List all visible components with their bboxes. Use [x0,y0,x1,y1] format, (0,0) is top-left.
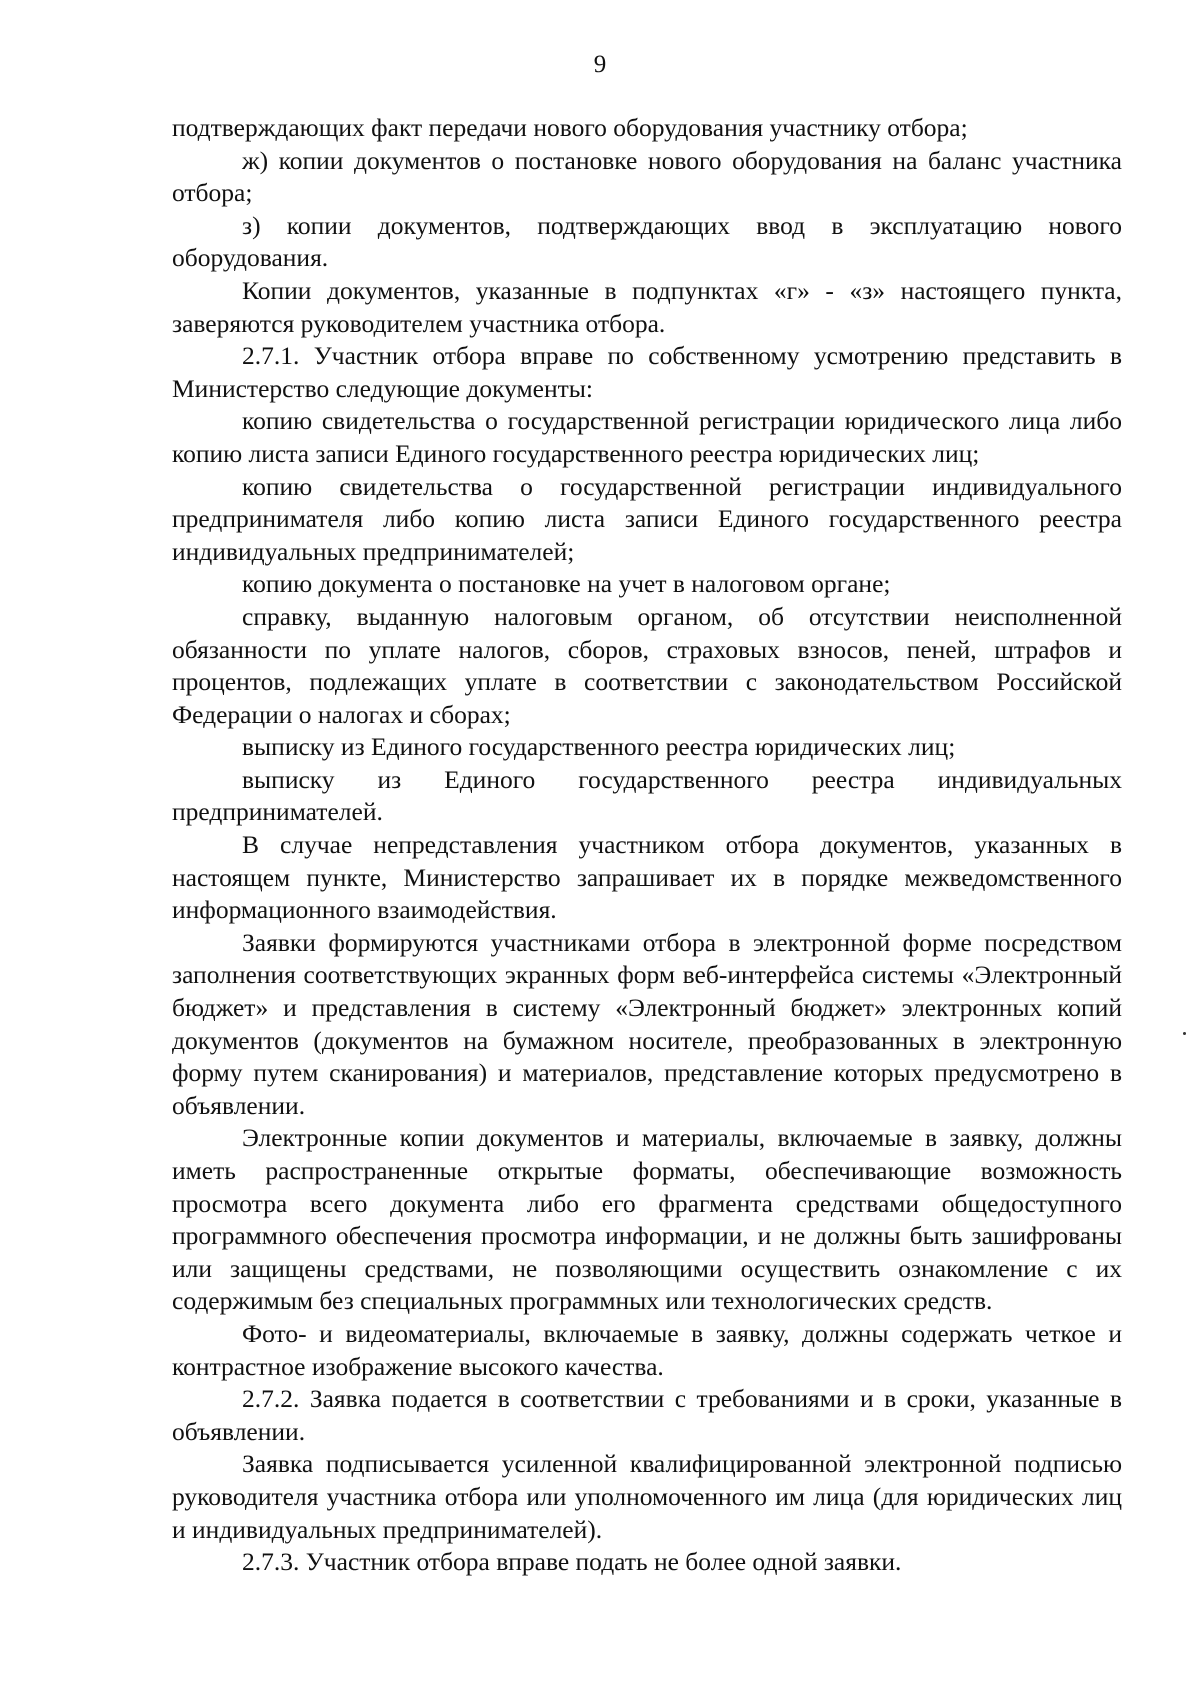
document-body [172,112,1122,1579]
paragraph-signature: Заявка подписывается усиленной квалифицированной электронной подписью руководителя участника отбора или уполномоченного им лица (для юридических лиц и индивидуальных предпринимателей). [172,1449,1122,1544]
paragraph-electronic-formats: Электронные копии документов и материалы, включаемые в заявку, должны иметь распространенные открытые форматы, обеспечивающие возможность просмотра всего документа либо его фрагмента средствами общедоступного программного обеспечения просмотра информации, и не должны быть зашифрованы или защищены средствами, не позволяющими осуществить ознакомление с их содержимым без специальных программных или технологических средств. [172,1123,1122,1316]
paragraph-tax-registration: копию документа о постановке на учет в налоговом органе; [242,569,891,599]
scan-speck [1183,1032,1186,1035]
paragraph-2-7-2: 2.7.2. Заявка подается в соответствии с требованиями и в сроки, указанные в объявлении. [172,1384,1122,1446]
paragraph-2-7-3: 2.7.3. Участник отбора вправе подать не более одной заявки. [242,1547,902,1577]
paragraph-2-7-1: 2.7.1. Участник отбора вправе по собственному усмотрению представить в Министерство следующие документы: [172,341,1122,403]
paragraph-entrepreneur-registration: копию свидетельства о государственной регистрации индивидуального предпринимателя либо копию листа записи Единого государственного реестра индивидуальных предпринимателей; [172,471,1122,566]
paragraph-item-zh: ж) копии документов о постановке нового оборудования на баланс участника отбора; [172,145,1122,208]
paragraph-interdepartmental-request: В случае непредставления участником отбора документов, указанных в настоящем пункте, Министерство запрашивает их в порядке межведомственного информационного взаимодействия. [172,830,1122,925]
paragraph-electronic-budget: Заявки формируются участниками отбора в электронной форме посредством заполнения соответствующих экранных форм веб-интерфейса системы «Электронный бюджет» и представления в систему «Электронный бюджет» электронных копий документов (документов на бумажном носителе, преобразованных в электронную форму путем сканирования) и материалов, представление которых предусмотрено в объявлении. [172,927,1122,1120]
paragraph-tax-certificate: справку, выданную налоговым органом, об отсутствии неисполненной обязанности по уплате налогов, сборов, страховых взносов, пеней, штрафов и процентов, подлежащих уплате в соответствии с законодательством Российской Федерации о налогах и сборах; [172,601,1122,729]
paragraph-entrepreneur-extract: выписку из Единого государственного реестра индивидуальных предпринимателей. [172,764,1122,827]
paragraph-item-z: з) копии документов, подтверждающих ввод в эксплуатацию нового оборудования. [172,210,1122,273]
paragraph-legal-entity-extract: выписку из Единого государственного реестра юридических лиц; [242,732,956,762]
paragraph-copies-certification: Копии документов, указанные в подпунктах «г» - «з» настоящего пункта, заверяются руководителем участника отбора. [172,275,1122,338]
page-number: 9 [593,51,607,78]
paragraph-legal-entity-registration: копию свидетельства о государственной регистрации юридического лица либо копию листа записи Единого государственного реестра юридических лиц; [172,406,1122,468]
paragraph-photo-video: Фото- и видеоматериалы, включаемые в заявку, должны содержать четкое и контрастное изображение высокого качества. [172,1318,1122,1381]
paragraph-continuation: подтверждающих факт передачи нового оборудования участнику отбора; [172,113,968,142]
